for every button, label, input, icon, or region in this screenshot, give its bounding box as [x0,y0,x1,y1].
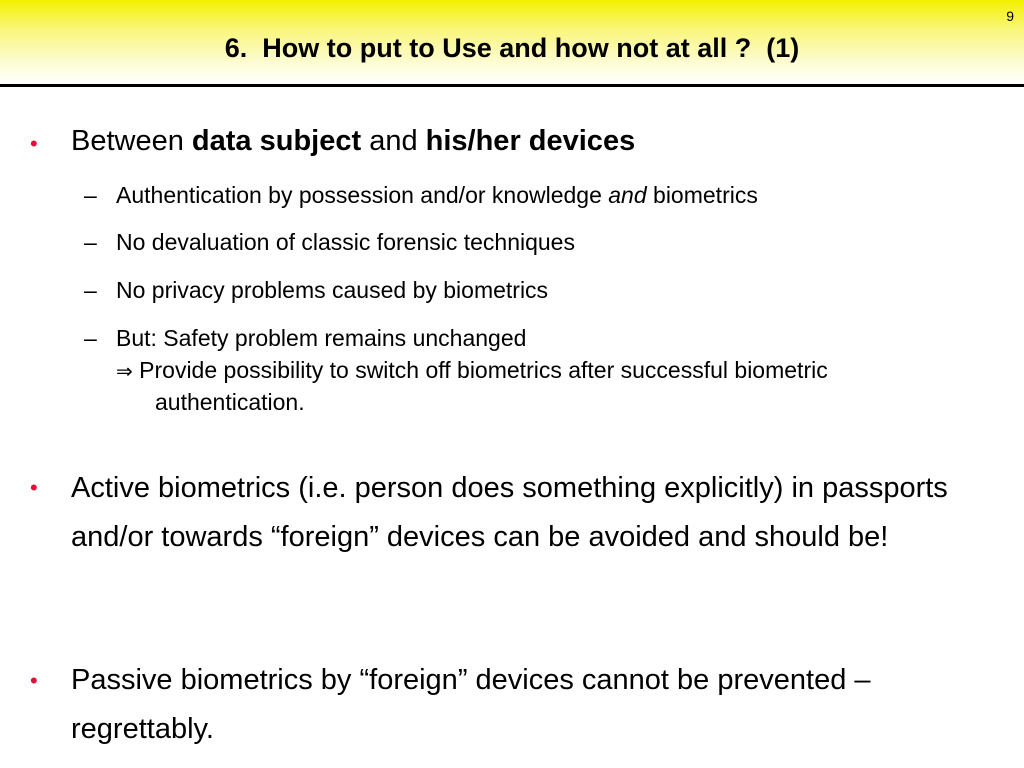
bullet-2-text: Active biometrics (i.e. person does something explicitly) in passports and/or towards “foreign” devices can be avoided and should be! [71,472,948,553]
bullet-marker: • [30,131,38,156]
dash-marker: – [84,229,97,255]
slide-title: 6. How to put to Use and how not at all ? (1) [224,33,800,63]
sub-item-authentication-prefix: Authentication by possession and/or knowledge [116,182,609,208]
bullet-marker: • [30,475,38,500]
sub-item-authentication-suffix: biometrics [646,182,758,208]
sub-item-privacy: No privacy problems caused by biometrics [116,277,549,303]
sub-item-forensics: No devaluation of classic forensic techniques [116,229,575,255]
consequence-text: Provide possibility to switch off biometrics after successful biometric [132,357,828,383]
bullet-3-text: Passive biometrics by “foreign” devices cannot be prevented – regrettably. [71,664,871,745]
page-number: 9 [1006,8,1014,24]
implies-arrow-icon: ⇒ [116,359,133,383]
dash-marker: – [84,277,97,303]
bullet-1-text [71,124,635,159]
sub-item-safety: But: Safety problem remains unchanged [116,325,527,351]
bullet-marker: • [30,668,38,693]
bullet-1-bold-devices: his/her devices [425,125,636,157]
title-divider [0,84,1024,87]
sub-item-authentication [116,182,758,210]
dash-marker: – [84,325,97,351]
safety-consequence [116,355,1016,418]
sub-item-authentication-italic: and [608,182,647,208]
consequence-continuation: authentication. [155,389,305,415]
bullet-1-bold-data-subject: data subject [191,125,362,157]
dash-marker: – [84,182,97,208]
bullet-1-prefix: Between [71,125,192,157]
bullet-1-connector: and [361,125,426,157]
